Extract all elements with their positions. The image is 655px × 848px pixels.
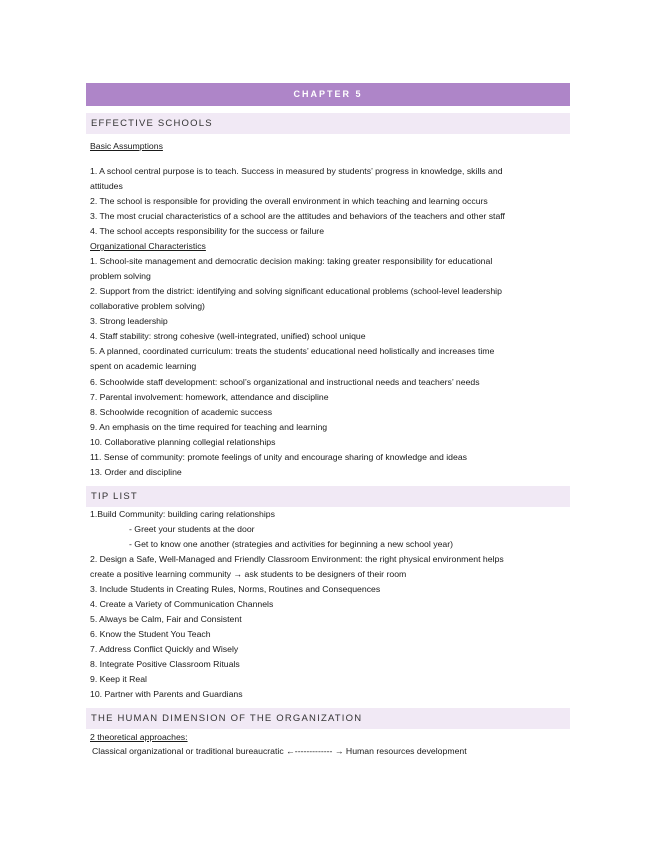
basic-assumption-line: attitudes [90,181,123,191]
org-characteristic-line: 11. Sense of community: promote feelings of unity and encourage sharing of knowledge and ideas [90,452,468,462]
section-heading-effective-schools: EFFECTIVE SCHOOLS [86,113,570,134]
chapter-title-bar: CHAPTER 5 [86,83,570,106]
org-characteristic-line: 13. Order and discipline [90,467,182,477]
tip-list-subline: - Greet your students at the door [129,524,255,534]
org-characteristic-line: 10. Collaborative planning collegial relationships [90,437,276,447]
tip-list-line: 9. Keep it Real [90,674,147,684]
tip-list-subline: - Get to know one another (strategies and activities for beginning a new school year) [129,539,454,549]
tip-list-line: 3. Include Students in Creating Rules, Norms, Routines and Consequences [90,584,381,594]
org-characteristic-line: spent on academic learning [90,361,197,371]
approaches-line: Classical organizational or traditional bureaucratic ←------------- → Human resources development [92,746,467,756]
org-characteristic-line: 4. Staff stability: strong cohesive (well-integrated, unified) school unique [90,331,366,341]
basic-assumption-line: 1. A school central purpose is to teach. Success in measured by students’ progress in knowledge, skills and [90,166,503,176]
tip-list-line: 7. Address Conflict Quickly and Wisely [90,644,239,654]
tip-list-line: 2. Design a Safe, Well-Managed and Friendly Classroom Environment: the right physical environment helps [90,554,504,564]
org-characteristic-line: 9. An emphasis on the time required for teaching and learning [90,422,328,432]
basic-assumption-line: 3. The most crucial characteristics of a school are the attitudes and behaviors of the teachers and other staff [90,211,505,221]
org-characteristic-line: 2. Support from the district: identifying and solving significant educational problems (school-level leadership [90,286,502,296]
section-heading-tip-list: TIP LIST [86,486,570,507]
org-characteristic-line: problem solving [90,271,151,281]
tip-list-line: create a positive learning community → ask students to be designers of their room [90,569,407,579]
tip-list-line: 10. Partner with Parents and Guardians [90,689,243,699]
basic-assumption-line: 2. The school is responsible for providing the overall environment in which teaching and learning occurs [90,196,488,206]
org-characteristic-line: 1. School-site management and democratic decision making: taking greater responsibility for educational [90,256,493,266]
org-characteristic-line: 8. Schoolwide recognition of academic success [90,407,273,417]
org-characteristic-line: 6. Schoolwide staff development: school’s organizational and instructional needs and teachers’ needs [90,377,480,387]
org-characteristic-line: 3. Strong leadership [90,316,168,326]
tip-list-line: 4. Create a Variety of Communication Channels [90,599,274,609]
approaches-label: 2 theoretical approaches: [90,732,188,742]
basic-assumption-line: 4. The school accepts responsibility for the success or failure [90,226,325,236]
tip-list-line: 1.Build Community: building caring relationships [90,509,275,519]
basic-assumptions-label: Basic Assumptions [90,141,163,151]
section-heading-human-dimension: THE HUMAN DIMENSION OF THE ORGANIZATION [86,708,570,729]
org-characteristics-label: Organizational Characteristics [90,241,206,251]
org-characteristic-line: 7. Parental involvement: homework, attendance and discipline [90,392,329,402]
tip-list-line: 6. Know the Student You Teach [90,629,211,639]
tip-list-line: 5. Always be Calm, Fair and Consistent [90,614,242,624]
org-characteristic-line: 5. A planned, coordinated curriculum: treats the students’ educational need holistically and increases time [90,346,495,356]
org-characteristic-line: collaborative problem solving) [90,301,205,311]
tip-list-line: 8. Integrate Positive Classroom Rituals [90,659,240,669]
